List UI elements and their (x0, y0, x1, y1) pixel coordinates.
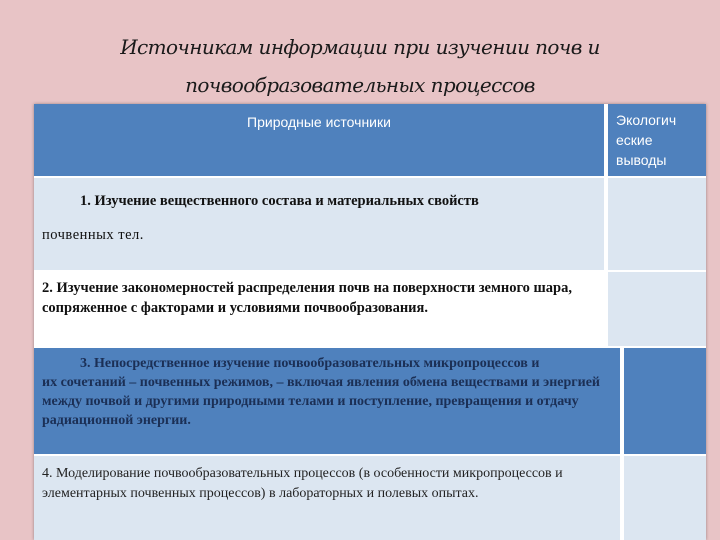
row-3-line-1: 3. Непосредственное изучение почвообразовательных микропроцессов и (80, 356, 540, 371)
row-2-conclusion (608, 272, 706, 346)
slide-title (0, 28, 720, 104)
row-1-source (34, 178, 604, 270)
row-3-conclusion (624, 348, 706, 454)
header-ecological-conclusions (608, 104, 706, 176)
row-3-source (34, 348, 620, 454)
row-1-line-2: почвенных тел. (42, 227, 144, 243)
header-side-line-3: выводы (616, 152, 667, 168)
slide-title-line-2: почвообразовательных процессов (185, 73, 535, 97)
sources-table (34, 104, 706, 540)
row-1-line-1: 1. Изучение вещественного состава и материальных свойств (80, 193, 479, 209)
header-side-line-1: Экологич (616, 112, 677, 128)
slide-title-line-1: Источникам информации при изучении почв и (120, 35, 600, 59)
row-4-source: 4. Моделирование почвообразовательных процессов (в особенности микропроцессов и элементарных почвенных процессов) в лабораторных и полевых опытах. (34, 456, 620, 540)
row-3-rest: их сочетаний – почвенных режимов, – включая явления обмена веществами и энергией между почвой и другими природными телами и поступление, превращения и отдачу радиационной энергии. (42, 375, 600, 428)
row-1-conclusion (608, 178, 706, 270)
row-2-source: 2. Изучение закономерностей распределения почв на поверхности земного шара, сопряженное с факторами и условиями почвообразования. (34, 272, 604, 346)
header-natural-sources: Природные источники (34, 104, 604, 176)
header-side-line-2: еские (616, 132, 653, 148)
row-4-conclusion (624, 456, 706, 540)
